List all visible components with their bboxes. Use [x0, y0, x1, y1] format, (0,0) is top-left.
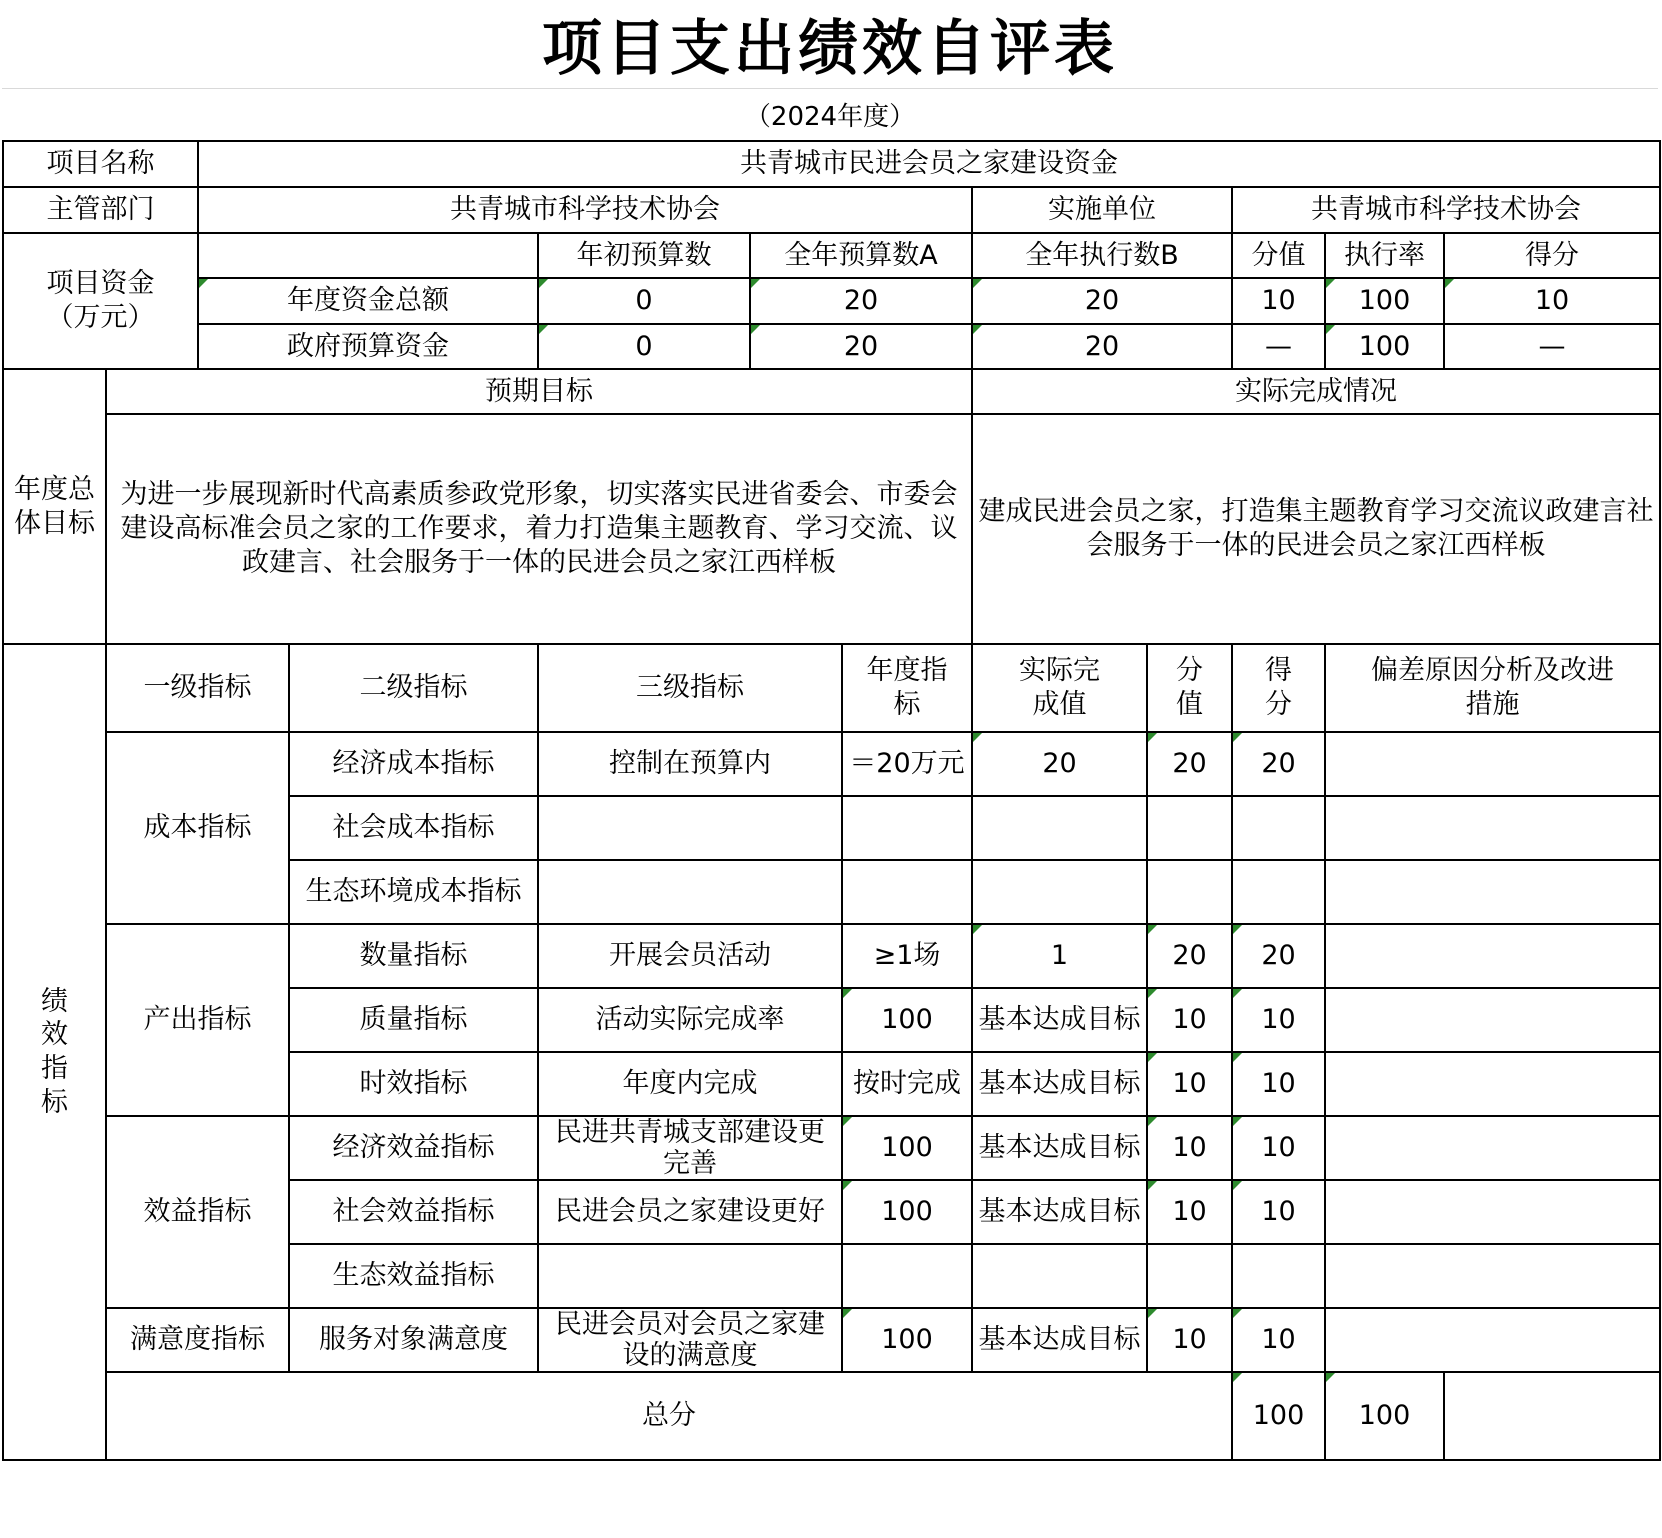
total-score[interactable]: 100	[1325, 1372, 1444, 1460]
score-value-cell[interactable]: 10	[1147, 988, 1232, 1052]
actual-cell[interactable]: 基本达成目标	[972, 1180, 1147, 1244]
level3-cell[interactable]	[538, 796, 842, 860]
level3-cell[interactable]: 民进会员之家建设更好	[538, 1180, 842, 1244]
level3-cell[interactable]	[538, 1116, 842, 1180]
score-value-cell[interactable]: 20	[1147, 924, 1232, 988]
actual-cell[interactable]: 基本达成目标	[972, 988, 1147, 1052]
funds-label-line1: 项目资金	[46, 268, 155, 300]
level1-benefit: 效益指标	[106, 1116, 289, 1308]
reason-cell[interactable]	[1325, 796, 1660, 860]
level3-cell[interactable]	[538, 1308, 842, 1372]
score-value-cell[interactable]	[1147, 1244, 1232, 1308]
score-value-cell[interactable]: 20	[1147, 732, 1232, 796]
indicator-row	[3, 732, 1660, 796]
reason-cell[interactable]	[1325, 732, 1660, 796]
total-score-value[interactable]: 100	[1232, 1372, 1325, 1460]
total-label: 总分	[106, 1372, 1232, 1460]
score-value-cell[interactable]	[1147, 860, 1232, 924]
target-cell[interactable]: 按时完成	[842, 1052, 972, 1116]
level2-cell: 经济成本指标	[289, 732, 538, 796]
funds-row-label: 政府预算资金	[198, 324, 538, 369]
score-value-cell[interactable]: 10	[1147, 1308, 1232, 1372]
header-target: 年度指标	[842, 644, 972, 732]
funds-cell[interactable]: 20	[972, 278, 1232, 324]
level2-cell: 生态效益指标	[289, 1244, 538, 1308]
actual-cell[interactable]: 基本达成目标	[972, 1116, 1147, 1180]
target-cell[interactable]: 100	[842, 988, 972, 1052]
reason-cell[interactable]	[1325, 924, 1660, 988]
header-actual: 实际完成值	[972, 644, 1147, 732]
level3-text: 民进共青城支部建设更完善	[555, 1117, 825, 1179]
header-level3: 三级指标	[538, 644, 842, 732]
department-row	[3, 187, 1660, 233]
impl-label: 实施单位	[972, 187, 1232, 233]
indicator-row	[3, 1116, 1660, 1180]
year-row	[2, 89, 1658, 139]
goals-label: 年度总体目标	[3, 369, 106, 644]
target-cell[interactable]: ≥1场	[842, 924, 972, 988]
funds-header-score-value: 分值	[1232, 233, 1325, 278]
funds-cell[interactable]: 100	[1325, 278, 1444, 324]
level3-text: 民进会员对会员之家建设的满意度	[555, 1309, 825, 1371]
funds-label	[3, 233, 198, 369]
level2-cell: 经济效益指标	[289, 1116, 538, 1180]
funds-cell[interactable]: 100	[1325, 324, 1444, 369]
actual-cell[interactable]	[972, 796, 1147, 860]
level3-cell[interactable]: 活动实际完成率	[538, 988, 842, 1052]
level3-cell[interactable]: 年度内完成	[538, 1052, 842, 1116]
reason-cell[interactable]	[1325, 860, 1660, 924]
funds-row-label: 年度资金总额	[198, 278, 538, 324]
total-reason[interactable]	[1444, 1372, 1660, 1460]
actual-cell[interactable]	[972, 1244, 1147, 1308]
reason-cell[interactable]	[1325, 988, 1660, 1052]
score-value-cell[interactable]	[1147, 796, 1232, 860]
level3-cell[interactable]	[538, 1244, 842, 1308]
header-score-value: 分值	[1147, 644, 1232, 732]
reason-cell[interactable]	[1325, 1052, 1660, 1116]
actual-cell[interactable]	[972, 860, 1147, 924]
target-cell[interactable]: ＝20万元	[842, 732, 972, 796]
score-cell[interactable]	[1232, 860, 1325, 924]
score-cell[interactable]	[1232, 796, 1325, 860]
level3-cell[interactable]: 控制在预算内	[538, 732, 842, 796]
funds-cell[interactable]: —	[1232, 324, 1325, 369]
level3-cell[interactable]: 开展会员活动	[538, 924, 842, 988]
dept-value[interactable]: 共青城市科学技术协会	[198, 187, 972, 233]
target-cell[interactable]	[842, 860, 972, 924]
evaluation-table	[2, 140, 1661, 1461]
indicator-row	[3, 924, 1660, 988]
goals-expected-text[interactable]: 为进一步展现新时代高素质参政党形象，切实落实民进省委会、市委会建设高标准会员之家的工作要求，着力打造集主题教育、学习交流、议政建言、社会服务于一体的民进会员之家江西样板	[106, 414, 972, 644]
funds-cell[interactable]: —	[1444, 324, 1660, 369]
score-cell[interactable]	[1232, 1244, 1325, 1308]
goals-content-row	[3, 414, 1660, 644]
reason-cell[interactable]	[1325, 1180, 1660, 1244]
indicators-label-text: 绩效指标	[41, 985, 68, 1118]
funds-cell[interactable]: 10	[1444, 278, 1660, 324]
funds-cell[interactable]: 0	[538, 324, 750, 369]
score-value-cell[interactable]: 10	[1147, 1180, 1232, 1244]
score-cell[interactable]: 10	[1232, 1052, 1325, 1116]
actual-cell[interactable]: 1	[972, 924, 1147, 988]
header-level2: 二级指标	[289, 644, 538, 732]
project-name-row	[3, 141, 1660, 187]
target-cell[interactable]: 100	[842, 1308, 972, 1372]
score-value-cell[interactable]: 10	[1147, 1116, 1232, 1180]
goals-actual-text[interactable]: 建成民进会员之家，打造集主题教育学习交流议政建言社会服务于一体的民进会员之家江西样板	[972, 414, 1660, 644]
header-reason: 偏差原因分析及改进措施	[1325, 644, 1660, 732]
project-name-label: 项目名称	[3, 141, 198, 187]
funds-label-line2: （万元）	[46, 302, 155, 333]
indicators-label	[3, 644, 106, 1460]
funds-header-blank	[198, 233, 538, 278]
target-cell[interactable]: 100	[842, 1116, 972, 1180]
indicator-header-row	[3, 644, 1660, 732]
funds-header-executed: 全年执行数B	[972, 233, 1232, 278]
goals-actual-header: 实际完成情况	[972, 369, 1660, 414]
level2-cell: 社会效益指标	[289, 1180, 538, 1244]
target-cell[interactable]	[842, 796, 972, 860]
reason-cell[interactable]	[1325, 1116, 1660, 1180]
level1-cost: 成本指标	[106, 732, 289, 924]
header-level1: 一级指标	[106, 644, 289, 732]
page-title: 项目支出绩效自评表	[542, 14, 1118, 84]
level2-cell: 数量指标	[289, 924, 538, 988]
level1-output: 产出指标	[106, 924, 289, 1116]
target-cell[interactable]	[842, 1244, 972, 1308]
project-name-value[interactable]: 共青城市民进会员之家建设资金	[198, 141, 1660, 187]
funds-cell[interactable]: 20	[750, 324, 972, 369]
funds-cell[interactable]: 20	[972, 324, 1232, 369]
reason-cell[interactable]	[1325, 1244, 1660, 1308]
header-score: 得分	[1232, 644, 1325, 732]
funds-header-annual: 全年预算数A	[750, 233, 972, 278]
dept-label: 主管部门	[3, 187, 198, 233]
score-cell[interactable]: 10	[1232, 988, 1325, 1052]
level1-satisfaction: 满意度指标	[106, 1308, 289, 1372]
goals-expected-header: 预期目标	[106, 369, 972, 414]
actual-cell[interactable]: 20	[972, 732, 1147, 796]
actual-cell[interactable]: 基本达成目标	[972, 1308, 1147, 1372]
reason-cell[interactable]	[1325, 1308, 1660, 1372]
level2-cell: 社会成本指标	[289, 796, 538, 860]
funds-row-total	[3, 278, 1660, 324]
score-cell[interactable]: 10	[1232, 1116, 1325, 1180]
score-value-cell[interactable]: 10	[1147, 1052, 1232, 1116]
level2-cell: 服务对象满意度	[289, 1308, 538, 1372]
funds-header-row	[3, 233, 1660, 278]
target-cell[interactable]: 100	[842, 1180, 972, 1244]
level3-cell[interactable]	[538, 860, 842, 924]
funds-cell[interactable]: 20	[750, 278, 972, 324]
funds-header-rate: 执行率	[1325, 233, 1444, 278]
level2-cell: 生态环境成本指标	[289, 860, 538, 924]
title-row	[2, 0, 1658, 89]
total-row	[3, 1372, 1660, 1460]
score-cell[interactable]: 10	[1232, 1308, 1325, 1372]
funds-header-initial: 年初预算数	[538, 233, 750, 278]
impl-value[interactable]: 共青城市科学技术协会	[1232, 187, 1660, 233]
year-label: （2024年度）	[744, 101, 916, 132]
indicator-row	[3, 1308, 1660, 1372]
funds-cell[interactable]: 0	[538, 278, 750, 324]
actual-cell[interactable]: 基本达成目标	[972, 1052, 1147, 1116]
level2-cell: 质量指标	[289, 988, 538, 1052]
funds-header-score: 得分	[1444, 233, 1660, 278]
score-cell[interactable]: 20	[1232, 924, 1325, 988]
score-cell[interactable]: 20	[1232, 732, 1325, 796]
score-cell[interactable]: 10	[1232, 1180, 1325, 1244]
funds-cell[interactable]: 10	[1232, 278, 1325, 324]
funds-row-gov	[3, 324, 1660, 369]
goals-header-row	[3, 369, 1660, 414]
level2-cell: 时效指标	[289, 1052, 538, 1116]
